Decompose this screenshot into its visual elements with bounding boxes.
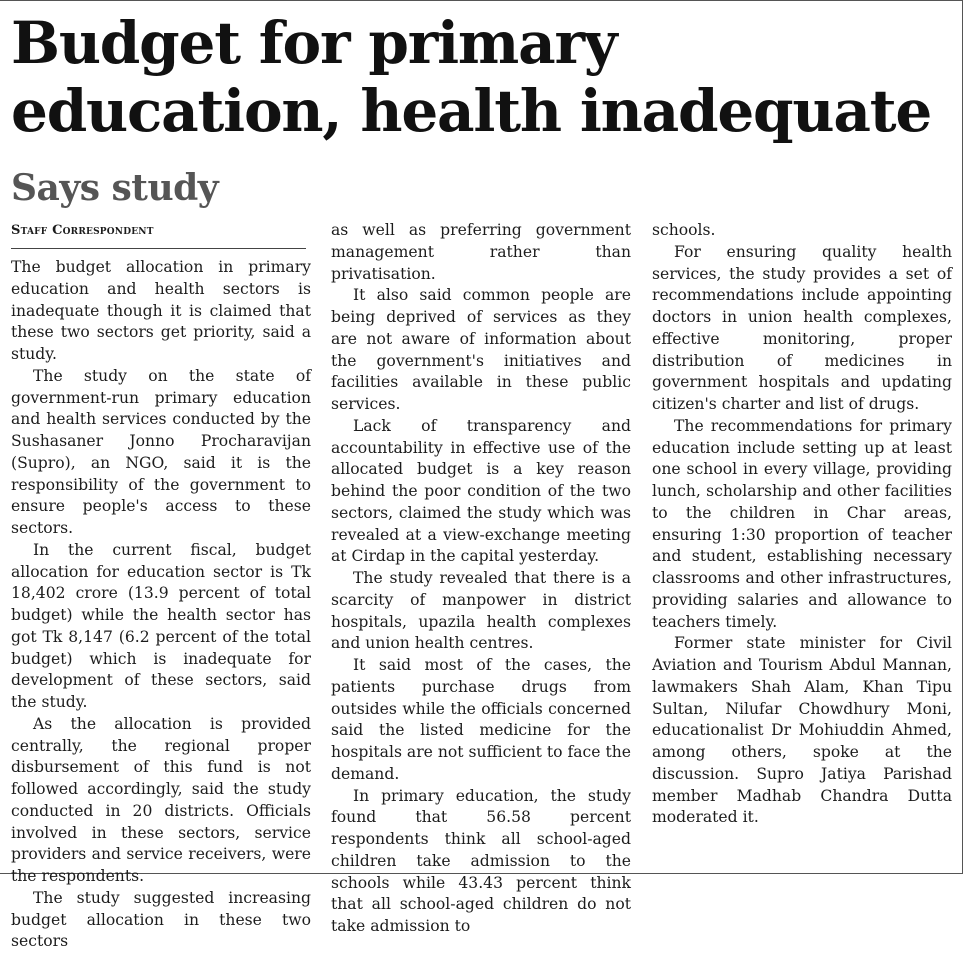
paragraph: Former state minister for Civil Aviation and Tourism Abdul Mannan, lawmakers Shah Alam, Khan Tipu Sultan, Nilufar Chowdhury Moni, educationalist Dr Mohiuddin Ahmed, among others, spoke at the discussion. Supro Jatiya Parishad member Madhab Chandra Dutta moderated it. <box>652 634 952 827</box>
paragraph: In primary education, the study found that 56.58 percent respondents think all school-aged children take admission to the schools while 43.43 percent think that all school-aged children do not take admission to <box>331 786 631 935</box>
paragraph: Lack of transparency and accountability in effective use of the allocated budget is a key reason behind the poor condition of the two sectors, claimed the study which was revealed at a view-exchange meeting at Cirdap in the capital yesterday. <box>331 416 631 566</box>
paragraph: The recommendations for primary education include setting up at least one school in every village, providing lunch, scholarship and other facilities to the children in Char areas, ensuring 1:30 proportion of teacher and student, establishing necessary classrooms and other infrastructures, providing salaries and allowance to teachers timely. <box>652 416 952 631</box>
paragraph: The study revealed that there is a scarcity of manpower in district hospitals, upazila health complexes and union health centres. <box>331 569 631 653</box>
paragraph: It said most of the cases, the patients purchase drugs from outsides while the officials concerned said the listed medicine for the hospitals are not sufficient to face the demand. <box>331 656 631 783</box>
paragraph: The study on the state of government-run primary education and health services conducted by the Sushasaner Jonno Procharavijan (Supro), an NGO, said it is the responsibility of the government to ensure people's access to these sectors. <box>11 366 311 537</box>
paragraph: It also said common people are being deprived of services as they are not aware of information about the government's initiatives and facilities available in these public services. <box>331 286 631 413</box>
paragraph: In the current fiscal, budget allocation for education sector is Tk 18,402 crore (13.9 percent of total budget) while the health sector has got Tk 8,147 (6.2 percent of the total budget) which is inadequate for development of these sectors, said the study. <box>11 540 311 711</box>
paragraph: As the allocation is provided centrally, the regional proper disbursement of this fund is not followed accordingly, said the study conducted in 20 districts. Officials involved in these sectors, service providers and service receivers, were the respondents. <box>11 714 311 885</box>
article-column-1 <box>11 220 311 953</box>
paragraph: The budget allocation in primary education and health sectors is inadequate though it is claimed that these two sectors get priority, said a study. <box>11 258 311 363</box>
subheadline: Says study <box>11 167 219 209</box>
paragraph: as well as preferring government management rather than privatisation. <box>331 221 631 283</box>
byline: Staff Correspondent <box>11 220 306 249</box>
paragraph: schools. <box>652 221 716 239</box>
article-column-2 <box>331 220 631 938</box>
headline: Budget for primary education, health inadequate <box>11 9 932 145</box>
article-column-3 <box>652 220 952 829</box>
paragraph: For ensuring quality health services, the study provides a set of recommendations include appointing doctors in union health complexes, effective monitoring, proper distribution of medicines in government hospitals and updating citizen's charter and list of drugs. <box>652 242 952 413</box>
paragraph: The study suggested increasing budget allocation in these two sectors <box>11 888 311 951</box>
